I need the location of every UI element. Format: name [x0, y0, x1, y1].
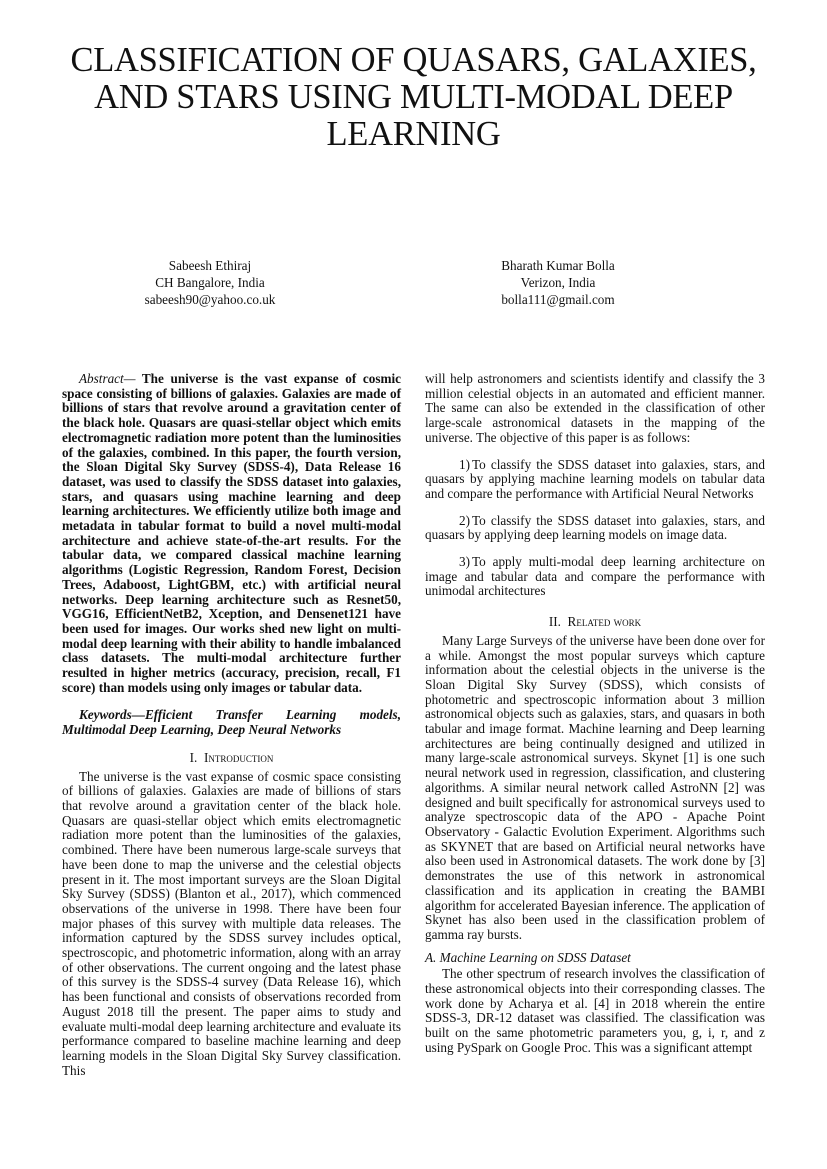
objective-number: 2) [459, 512, 470, 528]
objective-item [425, 555, 765, 599]
objective-text: To apply multi-modal deep learning architecture on image and tabular data and compare the performance with unimodal architectures [425, 554, 765, 599]
abstract [62, 372, 401, 695]
right-column [425, 372, 765, 1056]
author-block [428, 257, 688, 308]
section-heading [425, 615, 765, 630]
author-affiliation: CH Bangalore, India [155, 275, 265, 290]
author-name: Sabeesh Ethiraj [168, 258, 252, 273]
left-column [62, 372, 401, 1078]
abstract-label: Abstract— [79, 371, 136, 386]
objective-number: 1) [459, 456, 470, 472]
title-line: AND STARS USING MULTI-MODAL DEEP [94, 78, 733, 116]
abstract-text: The universe is the vast expanse of cosmic space consisting of billions of galaxies. Galaxies are made of billions of stars that revolve around a gravitation center of the black hole. Quasars are quasi-stellar object which emits electromagnetic radiation more potent than the luminosities of the galaxies, combined. In this paper, the fourth version, the Sloan Digital Sky Survey (SDSS-4), Data Release 16 dataset, was used to classify the SDSS dataset into galaxies, stars, and quasars using machine learning and deep learning architectures. We efficiently utilize both image and metadata in tabular format to build a novel multi-modal architecture and achieve state-of-the-art results. For the tabular data, we compared classical machine learning algorithms (Logistic Regression, Random Forest, Decision Trees, Adaboost, LightGBM, etc.) with artificial neural networks. Deep learning architecture such as Resnet50, VGG16, EfficientNetB2, Xception, and Densenet121 have been used for images. Our works shed new light on multi-modal deep learning with their ability to handle imbalanced class datasets. The multi-modal architecture further resulted in higher metrics (accuracy, precision, recall, F1 score) than models using only images or tabular data. [62, 371, 401, 695]
intro-paragraph-continued: will help astronomers and scientists identify and classify the 3 million celestial objects in an automated and efficient manner. The same can also be extended in the classification of other large-scale astronomical datasets in the mapping of the universe. The objective of this paper is as follows: [425, 371, 765, 445]
section-title: Introduction [203, 749, 274, 765]
objective-text: To classify the SDSS dataset into galaxies, stars, and quasars by applying deep learning models on image data. [425, 512, 765, 543]
author-name: Bharath Kumar Bolla [501, 258, 615, 273]
subsection-paragraph: The other spectrum of research involves the classification of these astronomical objects into their corresponding classes. The work done by Acharya et al. [4] in 2018 wherein the entire SDSS-3, DR-12 dataset was classified. The classification was built on the same photometric parameters you, g, i, r, and z using PySpark on Google Proc. This was a significant attempt [425, 966, 765, 1055]
intro-paragraph: The universe is the vast expanse of cosmic space consisting of billions of galaxies. Galaxies are made of billions of stars that revolve around a gravitation center of the black hole. Quasars are quasi-stellar object which emits electromagnetic radiation more potent than the luminosities of the galaxies, combined. There have been numerous large-scale surveys that have been done to map the universe and the celestial objects present in it. The most important surveys are the Sloan Digital Sky Survey (SDSS) (Blanton et al., 2017), which commenced observations of the universe in 1998. There have been four major phases of this survey with multiple data releases. The information captured by the SDSS survey includes optical, spectroscopic, and photometric information, along with an array of other observations. The current ongoing and the latest phase of this survey is the SDSS-4 survey (Data Release 16), which has been functional and consists of observations recorded from August 2018 till the present. The paper aims to study and evaluate multi-modal deep learning architecture and evaluate its performance compared to baseline machine learning and deep learning models in the Sloan Digital Sky Survey classification. This [62, 768, 401, 1078]
author-block [80, 257, 340, 308]
paper-title [40, 42, 787, 153]
title-line: CLASSIFICATION OF QUASARS, GALAXIES, [70, 41, 757, 79]
section-heading [62, 751, 401, 766]
related-work-paragraph: Many Large Surveys of the universe have been done over for a while. Amongst the most popular surveys which capture information about the celestial objects in the universe is the Sloan Digital Sky Survey (SDSS), which consists of photometric and spectroscopic information about 3 million astronomical objects such as galaxies, stars, and quasars in both tabular and image format. Machine learning and Deep learning architectures are being continually designed and utilized in many large-scale astronomical surveys. Skynet [1] is one such neural network used in regression, classification, and clustering algorithms. A similar neural network called AstroNN [2] was designed and built specifically for astronomical surveys used to analyze spectroscopic data of the APO - Apache Point Observatory - Galactic Evolution Experiment. Algorithms such as SKYNET that are based on Artificial neural networks have also been used in Astronomical datasets. The work done by [3] demonstrates the use of this network in astronomical classification and its application in creating the BAMBI algorithm for accelerated Bayesian inference. The application of Skynet has also been used in the classification problem of gamma ray bursts. [425, 632, 765, 942]
objective-item [425, 514, 765, 543]
objective-text: To classify the SDSS dataset into galaxies, stars, and quasars by applying machine learning models on tabular data and compare the performance with Artificial Neural Networks [425, 456, 765, 501]
objective-number: 3) [459, 554, 470, 570]
subsection-heading: A. Machine Learning on SDSS Dataset [425, 949, 631, 965]
section-numeral: II. [548, 614, 561, 630]
section-title: Related work [567, 614, 642, 630]
keywords: Keywords—Efficient Transfer Learning models, Multimodal Deep Learning, Deep Neural Networks [62, 707, 401, 738]
author-email: sabeesh90@yahoo.co.uk [144, 292, 276, 307]
author-email: bolla111@gmail.com [501, 292, 615, 307]
objective-item [425, 458, 765, 502]
author-affiliation: Verizon, India [520, 275, 596, 290]
section-numeral: I. [189, 749, 198, 765]
title-line: LEARNING [326, 115, 501, 153]
